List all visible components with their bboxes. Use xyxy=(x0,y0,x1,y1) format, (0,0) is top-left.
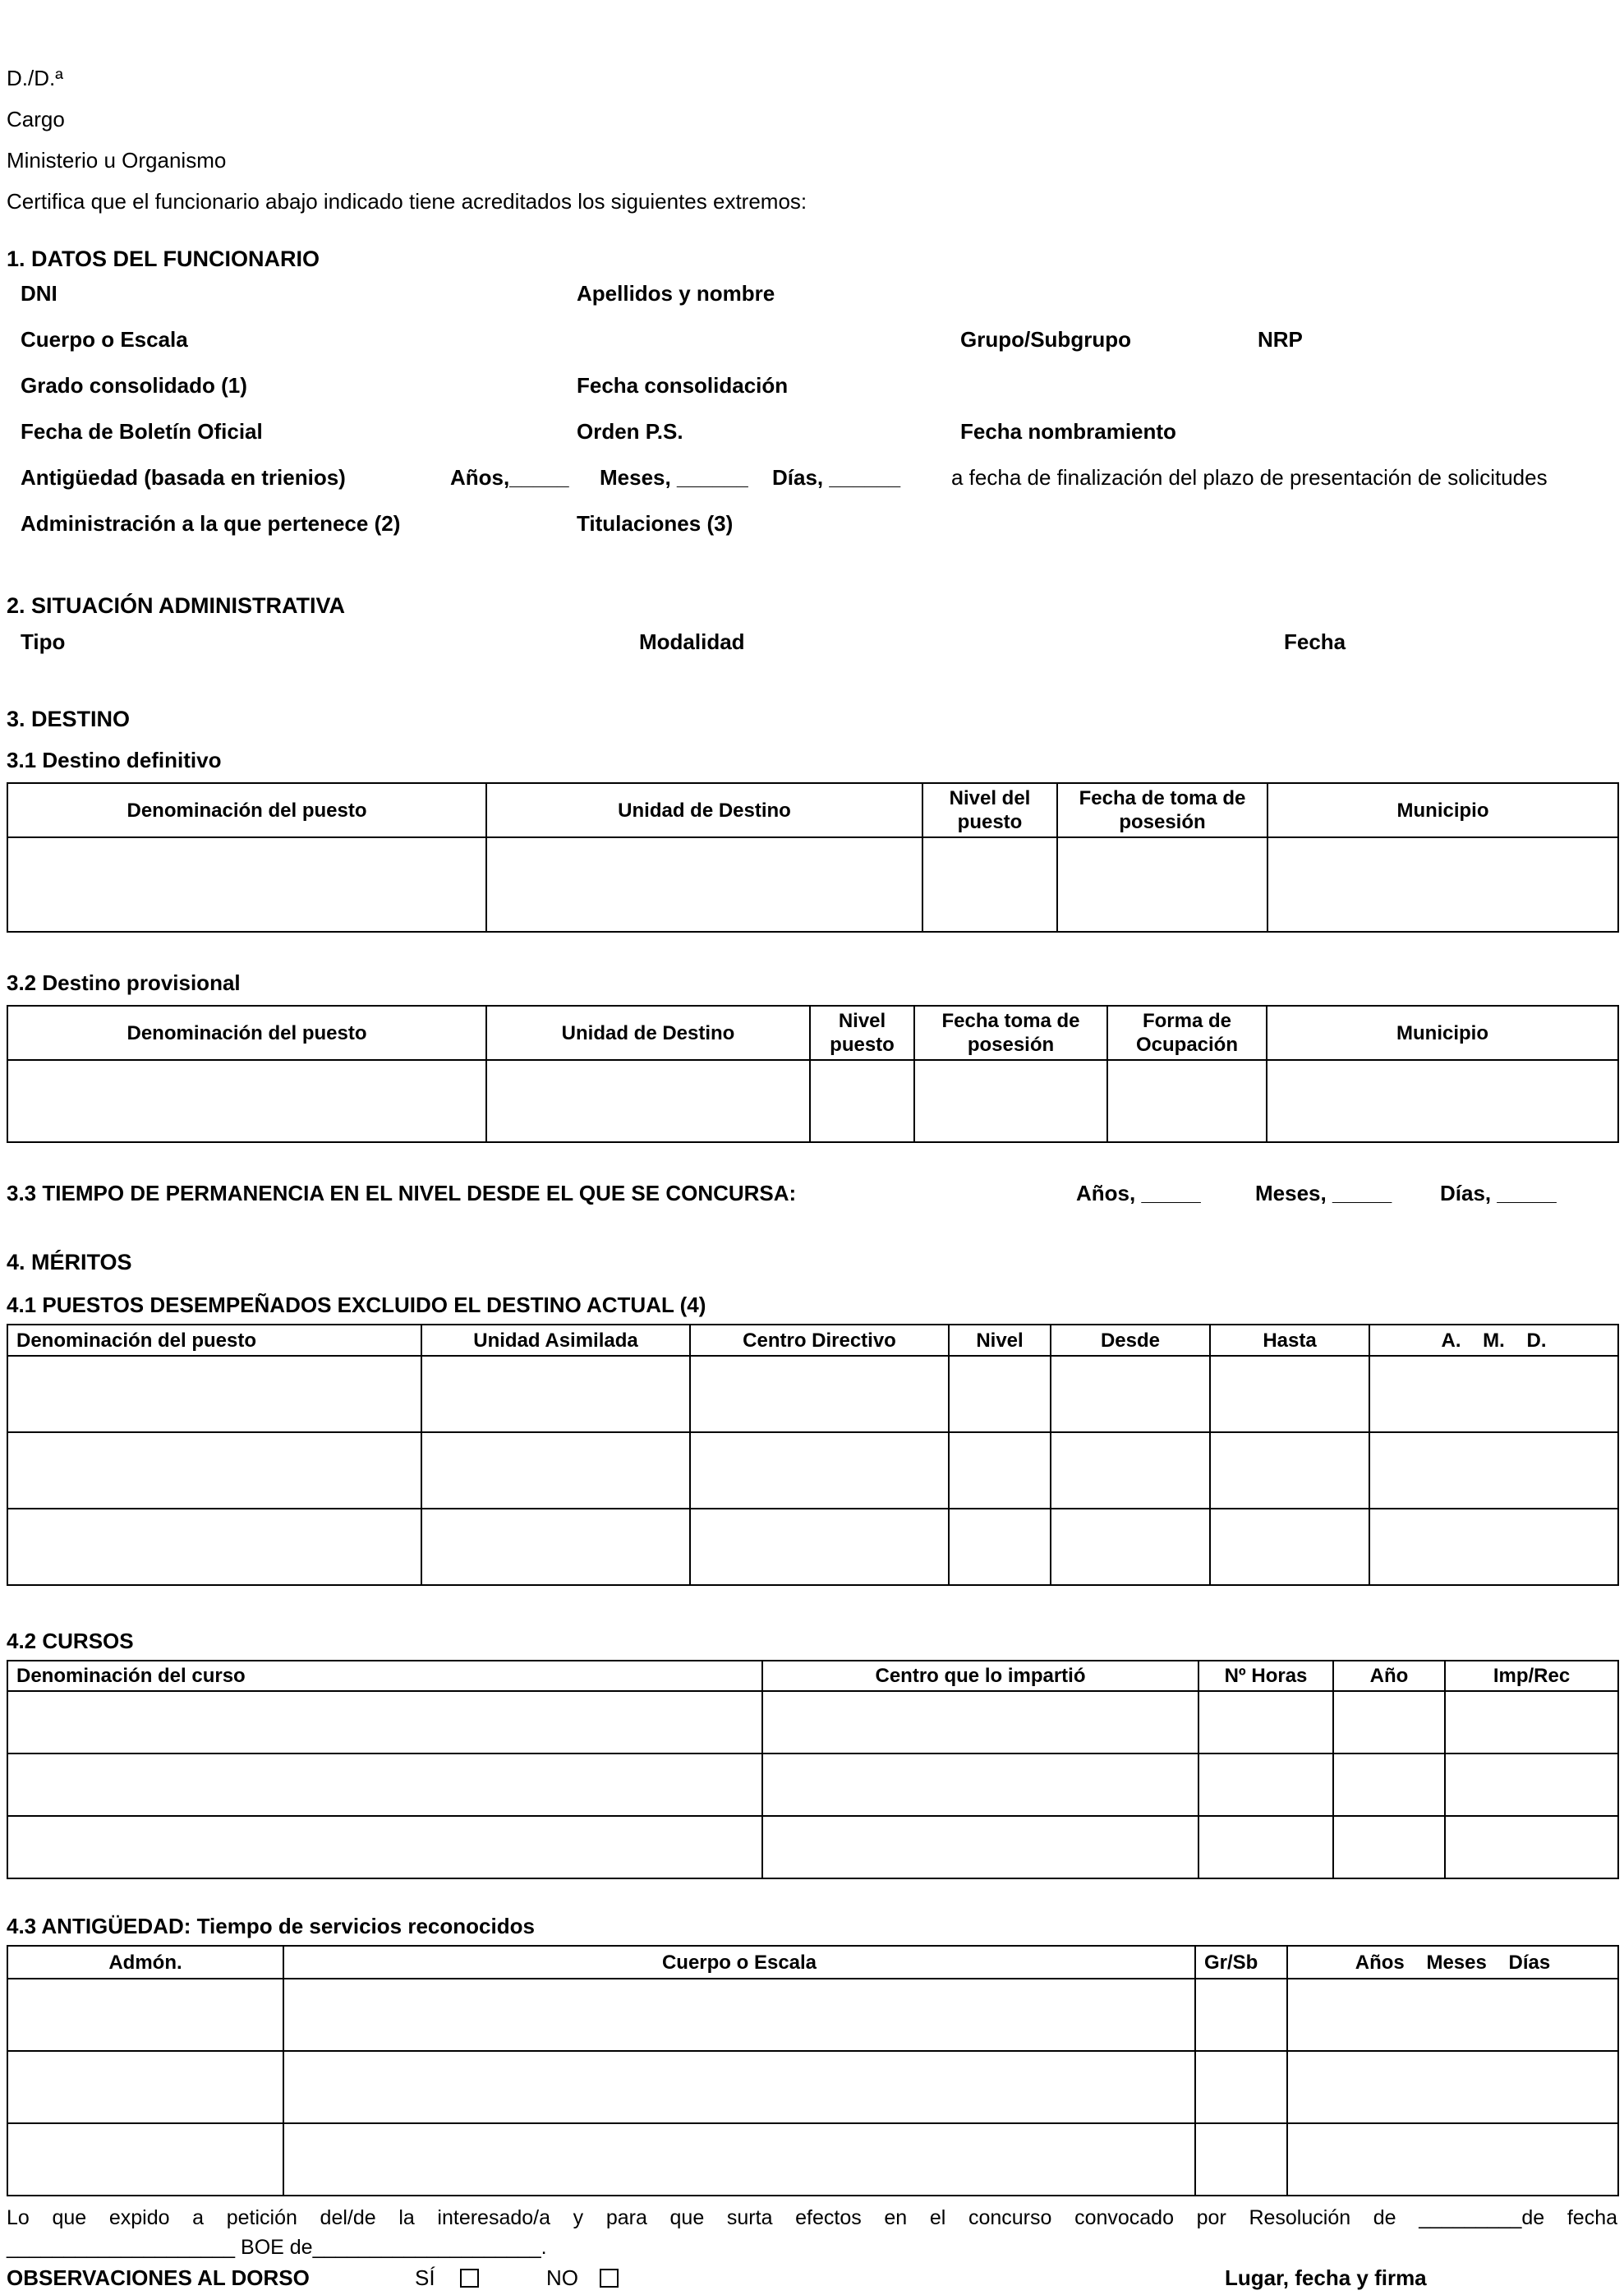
empty-cell xyxy=(690,1509,949,1585)
empty-cell xyxy=(7,1979,283,2051)
titulaciones-label: Titulaciones (3) xyxy=(577,511,734,536)
column-header: Nivel del puesto xyxy=(922,783,1057,837)
column-header: Centro que lo impartió xyxy=(762,1661,1198,1691)
empty-cell xyxy=(1287,2123,1618,2196)
column-header: Unidad de Destino xyxy=(486,1006,810,1060)
permanencia-anos-blank: Años, _____ xyxy=(1076,1181,1201,1205)
empty-cell xyxy=(1445,1816,1618,1878)
table-row xyxy=(7,1432,1618,1509)
field-row xyxy=(7,419,1617,465)
column-header: Fecha toma de posesión xyxy=(914,1006,1107,1060)
empty-cell xyxy=(922,837,1057,932)
column-header: Imp/Rec xyxy=(1445,1661,1618,1691)
administracion-label: Administración a la que pertenece (2) xyxy=(21,511,401,536)
destino-definitivo-table xyxy=(7,782,1619,933)
intro-block xyxy=(7,58,1617,222)
empty-cell xyxy=(1051,1509,1210,1585)
empty-cell xyxy=(421,1432,690,1509)
empty-cell xyxy=(1198,1754,1333,1816)
empty-cell xyxy=(762,1691,1198,1754)
empty-cell xyxy=(1210,1509,1369,1585)
situacion-row xyxy=(7,629,1617,675)
empty-cell xyxy=(1195,1979,1287,2051)
field-row xyxy=(7,373,1617,419)
empty-cell xyxy=(1287,2051,1618,2123)
empty-cell xyxy=(1267,837,1618,932)
column-header: Centro Directivo xyxy=(690,1325,949,1356)
empty-cell xyxy=(1195,2123,1287,2196)
section-41-title: 4.1 PUESTOS DESEMPEÑADOS EXCLUIDO EL DESTINO ACTUAL (4) xyxy=(7,1293,706,1317)
issuance-statement-line2: ____________________ BOE de____________________. xyxy=(7,2236,547,2259)
empty-cell xyxy=(283,2123,1195,2196)
antiguedad-label: Antigüedad (basada en trienios) xyxy=(21,465,346,490)
permanencia-label: 3.3 TIEMPO DE PERMANENCIA EN EL NIVEL DESDE EL QUE SE CONCURSA: xyxy=(7,1181,797,1205)
certification-statement: Certifica que el funcionario abajo indicado tiene acreditados los siguientes extremos: xyxy=(7,189,807,214)
empty-cell xyxy=(1051,1356,1210,1432)
dni-label: DNI xyxy=(21,281,58,306)
empty-cell xyxy=(1267,1060,1618,1142)
column-header: Desde xyxy=(1051,1325,1210,1356)
empty-cell xyxy=(1057,837,1267,932)
column-header: Municipio xyxy=(1267,1006,1618,1060)
column-header: Denominación del curso xyxy=(7,1661,762,1691)
antiguedad-dias-blank: Días, ______ xyxy=(772,465,901,490)
permanencia-row xyxy=(7,1181,1617,1214)
grupo-subgrupo-label: Grupo/Subgrupo xyxy=(960,327,1131,352)
antiguedad-servicios-table xyxy=(7,1945,1619,2196)
empty-cell xyxy=(914,1060,1107,1142)
column-header: Fecha de toma de posesión xyxy=(1057,783,1267,837)
empty-cell xyxy=(7,1060,486,1142)
empty-cell xyxy=(7,1816,762,1878)
observaciones-row xyxy=(7,2265,1617,2295)
addressee-label: D./D.ª xyxy=(7,66,63,90)
table-row xyxy=(7,1979,1618,2051)
column-header: Denominación del puesto xyxy=(7,1325,421,1356)
empty-cell xyxy=(7,1691,762,1754)
table-row xyxy=(7,1754,1618,1816)
no-checkbox[interactable] xyxy=(600,2269,619,2288)
empty-cell xyxy=(486,1060,810,1142)
issuance-statement-line1: Lo que expido a petición del/de la interesado/a y para que surta efectos en el concurso convocado por Resolución de _________de fecha xyxy=(7,2206,1617,2229)
permanencia-dias-blank: Días, _____ xyxy=(1440,1181,1557,1205)
column-header: Nivel puesto xyxy=(810,1006,914,1060)
table-row xyxy=(7,1060,1618,1142)
empty-cell xyxy=(762,1816,1198,1878)
section-43-title: 4.3 ANTIGÜEDAD: Tiempo de servicios reconocidos xyxy=(7,1914,535,1938)
empty-cell xyxy=(7,2123,283,2196)
empty-cell xyxy=(1369,1509,1618,1585)
cuerpo-escala-label: Cuerpo o Escala xyxy=(21,327,188,352)
column-header: Cuerpo o Escala xyxy=(283,1946,1195,1979)
empty-cell xyxy=(421,1509,690,1585)
empty-cell xyxy=(1333,1816,1445,1878)
modalidad-label: Modalidad xyxy=(639,629,745,654)
section-3-title: 3. DESTINO xyxy=(7,707,131,731)
empty-cell xyxy=(7,1432,421,1509)
position-label: Cargo xyxy=(7,107,65,131)
column-header: Unidad de Destino xyxy=(486,783,922,837)
nrp-label: NRP xyxy=(1258,327,1303,352)
observaciones-label: OBSERVACIONES AL DORSO xyxy=(7,2265,310,2290)
column-header: Denominación del puesto xyxy=(7,1006,486,1060)
empty-cell xyxy=(1445,1754,1618,1816)
empty-cell xyxy=(283,1979,1195,2051)
empty-cell xyxy=(1051,1432,1210,1509)
antiguedad-note: a fecha de finalización del plazo de presentación de solicitudes xyxy=(951,465,1548,490)
empty-cell xyxy=(486,837,922,932)
empty-cell xyxy=(7,1356,421,1432)
fecha-boletin-label: Fecha de Boletín Oficial xyxy=(21,419,263,444)
si-checkbox[interactable] xyxy=(460,2269,479,2288)
empty-cell xyxy=(283,2051,1195,2123)
empty-cell xyxy=(762,1754,1198,1816)
column-header: Unidad Asimilada xyxy=(421,1325,690,1356)
column-header: A. M. D. xyxy=(1369,1325,1618,1356)
destino-provisional-table xyxy=(7,1005,1619,1143)
empty-cell xyxy=(690,1356,949,1432)
table-row xyxy=(7,2051,1618,2123)
table-row xyxy=(7,1356,1618,1432)
section-1-fields xyxy=(7,281,1617,557)
empty-cell xyxy=(810,1060,914,1142)
empty-cell xyxy=(949,1509,1051,1585)
no-label: NO xyxy=(546,2265,578,2290)
column-header: Nivel xyxy=(949,1325,1051,1356)
puestos-desempenados-table xyxy=(7,1324,1619,1586)
fecha-consolidacion-label: Fecha consolidación xyxy=(577,373,789,398)
column-header: Forma de Ocupación xyxy=(1107,1006,1267,1060)
antiguedad-anos-blank: Años,_____ xyxy=(450,465,569,490)
empty-cell xyxy=(7,2051,283,2123)
empty-cell xyxy=(1333,1691,1445,1754)
apellidos-label: Apellidos y nombre xyxy=(577,281,775,306)
orden-ps-label: Orden P.S. xyxy=(577,419,683,444)
empty-cell xyxy=(1369,1356,1618,1432)
section-32-title: 3.2 Destino provisional xyxy=(7,970,241,995)
empty-cell xyxy=(1195,2051,1287,2123)
empty-cell xyxy=(1445,1691,1618,1754)
cursos-table xyxy=(7,1660,1619,1879)
grado-consolidado-label: Grado consolidado (1) xyxy=(21,373,247,398)
empty-cell xyxy=(7,837,486,932)
field-row xyxy=(7,511,1617,557)
tipo-label: Tipo xyxy=(21,629,66,654)
table-row xyxy=(7,1691,1618,1754)
fecha-label: Fecha xyxy=(1284,629,1346,654)
empty-cell xyxy=(421,1356,690,1432)
table-row xyxy=(7,837,1618,932)
empty-cell xyxy=(7,1509,421,1585)
field-row xyxy=(7,327,1617,373)
empty-cell xyxy=(690,1432,949,1509)
si-label: SÍ xyxy=(415,2265,435,2290)
section-4-title: 4. MÉRITOS xyxy=(7,1250,132,1274)
table-row xyxy=(7,1509,1618,1585)
empty-cell xyxy=(7,1754,762,1816)
column-header: Hasta xyxy=(1210,1325,1369,1356)
empty-cell xyxy=(1333,1754,1445,1816)
empty-cell xyxy=(1210,1432,1369,1509)
empty-cell xyxy=(1198,1816,1333,1878)
empty-cell xyxy=(1287,1979,1618,2051)
column-header: Admón. xyxy=(7,1946,283,1979)
fecha-nombramiento-label: Fecha nombramiento xyxy=(960,419,1176,444)
permanencia-meses-blank: Meses, _____ xyxy=(1255,1181,1392,1205)
empty-cell xyxy=(1369,1432,1618,1509)
antiguedad-meses-blank: Meses, ______ xyxy=(600,465,748,490)
column-header: Nº Horas xyxy=(1198,1661,1333,1691)
column-header: Gr/Sb xyxy=(1195,1946,1287,1979)
issuance-statement xyxy=(7,2203,1617,2262)
empty-cell xyxy=(949,1432,1051,1509)
column-header: Año xyxy=(1333,1661,1445,1691)
lugar-fecha-firma-label: Lugar, fecha y firma xyxy=(1225,2265,1427,2290)
column-header: Denominación del puesto xyxy=(7,783,486,837)
empty-cell xyxy=(1210,1356,1369,1432)
empty-cell xyxy=(1107,1060,1267,1142)
section-42-title: 4.2 CURSOS xyxy=(7,1629,134,1653)
section-31-title: 3.1 Destino definitivo xyxy=(7,748,222,772)
section-1-title: 1. DATOS DEL FUNCIONARIO xyxy=(7,247,320,271)
table-row xyxy=(7,2123,1618,2196)
ministry-label: Ministerio u Organismo xyxy=(7,148,227,173)
column-header: Municipio xyxy=(1267,783,1618,837)
field-row xyxy=(7,465,1617,511)
field-row xyxy=(7,281,1617,327)
column-header: Años Meses Días xyxy=(1287,1946,1618,1979)
table-row xyxy=(7,1816,1618,1878)
section-2-title: 2. SITUACIÓN ADMINISTRATIVA xyxy=(7,593,346,618)
empty-cell xyxy=(949,1356,1051,1432)
empty-cell xyxy=(1198,1691,1333,1754)
